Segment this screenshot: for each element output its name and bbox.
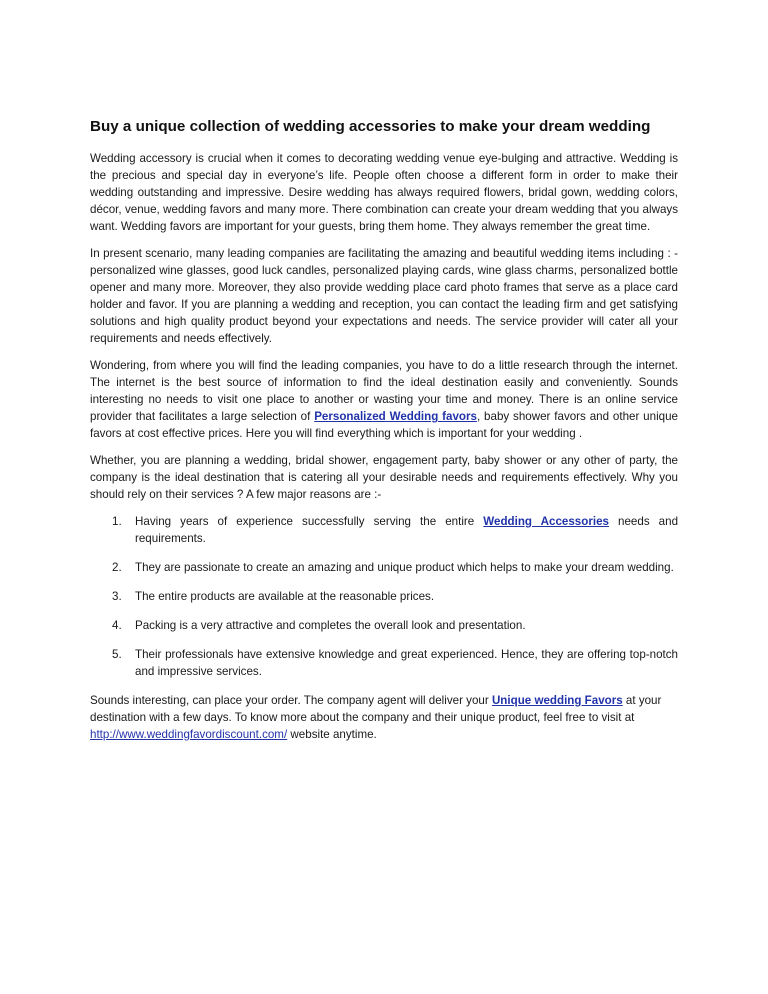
document-title: Buy a unique collection of wedding accessories to make your dream wedding xyxy=(90,118,651,135)
paragraph-closing xyxy=(90,692,678,743)
document-page xyxy=(90,118,678,753)
text: Wondering, from where you will find the leading companies, you have to do a little research through the internet. The internet is the best source of information to find the ideal destination easily and conveniently. Sounds interesting no needs to visit one place to another or wasting your time and money. There is an online service provider that facilitates a large selection of xyxy=(90,359,678,423)
list-item xyxy=(90,588,678,605)
text: Their professionals have extensive knowledge and great experienced. Hence, they are offering top-notch and impressive services. xyxy=(135,648,678,678)
paragraph-intro: Wedding accessory is crucial when it comes to decorating wedding venue eye-bulging and attractive. Wedding is the precious and special day in everyone’s life. People often choose a different form in order to make their wedding outstanding and impressive. Desire wedding has always required flowers, bridal gown, wedding colors, décor, venue, wedding favors and many more. There combination can create your dream wedding that you always want. Wedding favors are important for your guests, bring them home. They always remember the great time. xyxy=(90,152,678,233)
list-item xyxy=(90,646,678,680)
paragraph-companies: In present scenario, many leading companies are facilitating the amazing and beautiful wedding items including : - personalized wine glasses, good luck candles, personalized playing cards, wine glass charms, personalized bottle opener and many more. Moreover, they also provide wedding place card photo frames that serve as a place card holder and favor. If you are planning a wedding and reception, you can contact the leading firm and get satisfying solutions and high quality product beyond your expectations and needs. The service provider will cater all your requirements and needs effectively. xyxy=(90,247,678,345)
text: Packing is a very attractive and completes the overall look and presentation. xyxy=(135,619,526,632)
text: , baby shower favors and other unique favors at cost effective prices. Here you will find everything which is important for your wedding . xyxy=(90,410,678,440)
list-number: 2. xyxy=(112,561,122,574)
text: needs and requirements. xyxy=(135,515,679,545)
text: Sounds interesting, can place your order. The company agent will deliver your xyxy=(90,694,492,707)
list-item xyxy=(90,617,678,634)
paragraph-reasons-intro: Whether, you are planning a wedding, bridal shower, engagement party, baby shower or any other of party, the company is the ideal destination that is catering all your desirable needs and requirements effectively. Why you should rely on their services ? A few major reasons are :- xyxy=(90,454,678,501)
personalized-wedding-favors-link[interactable]: Personalized Wedding favors xyxy=(314,410,477,423)
list-item xyxy=(90,559,678,576)
unique-wedding-favors-link[interactable]: Unique wedding Favors xyxy=(491,694,623,707)
list-number: 4. xyxy=(112,619,122,632)
reasons-list xyxy=(90,513,678,680)
text: at your destination with a few days. To know more about the company and their unique product, feel free to visit at xyxy=(90,694,662,724)
wedding-accessories-link[interactable]: Wedding Accessories xyxy=(483,515,609,528)
text: website anytime. xyxy=(287,728,377,741)
list-item xyxy=(90,513,678,547)
list-number: 5. xyxy=(112,648,122,661)
paragraph-research xyxy=(90,357,678,442)
website-url-link[interactable]: http://www.weddingfavordiscount.com/ xyxy=(90,728,288,741)
text: The entire products are available at the reasonable prices. xyxy=(135,590,435,603)
text: They are passionate to create an amazing and unique product which helps to make your dream wedding. xyxy=(135,561,674,574)
text: Having years of experience successfully serving the entire xyxy=(135,515,484,528)
list-number: 3. xyxy=(112,590,122,603)
list-number: 1. xyxy=(112,515,122,528)
